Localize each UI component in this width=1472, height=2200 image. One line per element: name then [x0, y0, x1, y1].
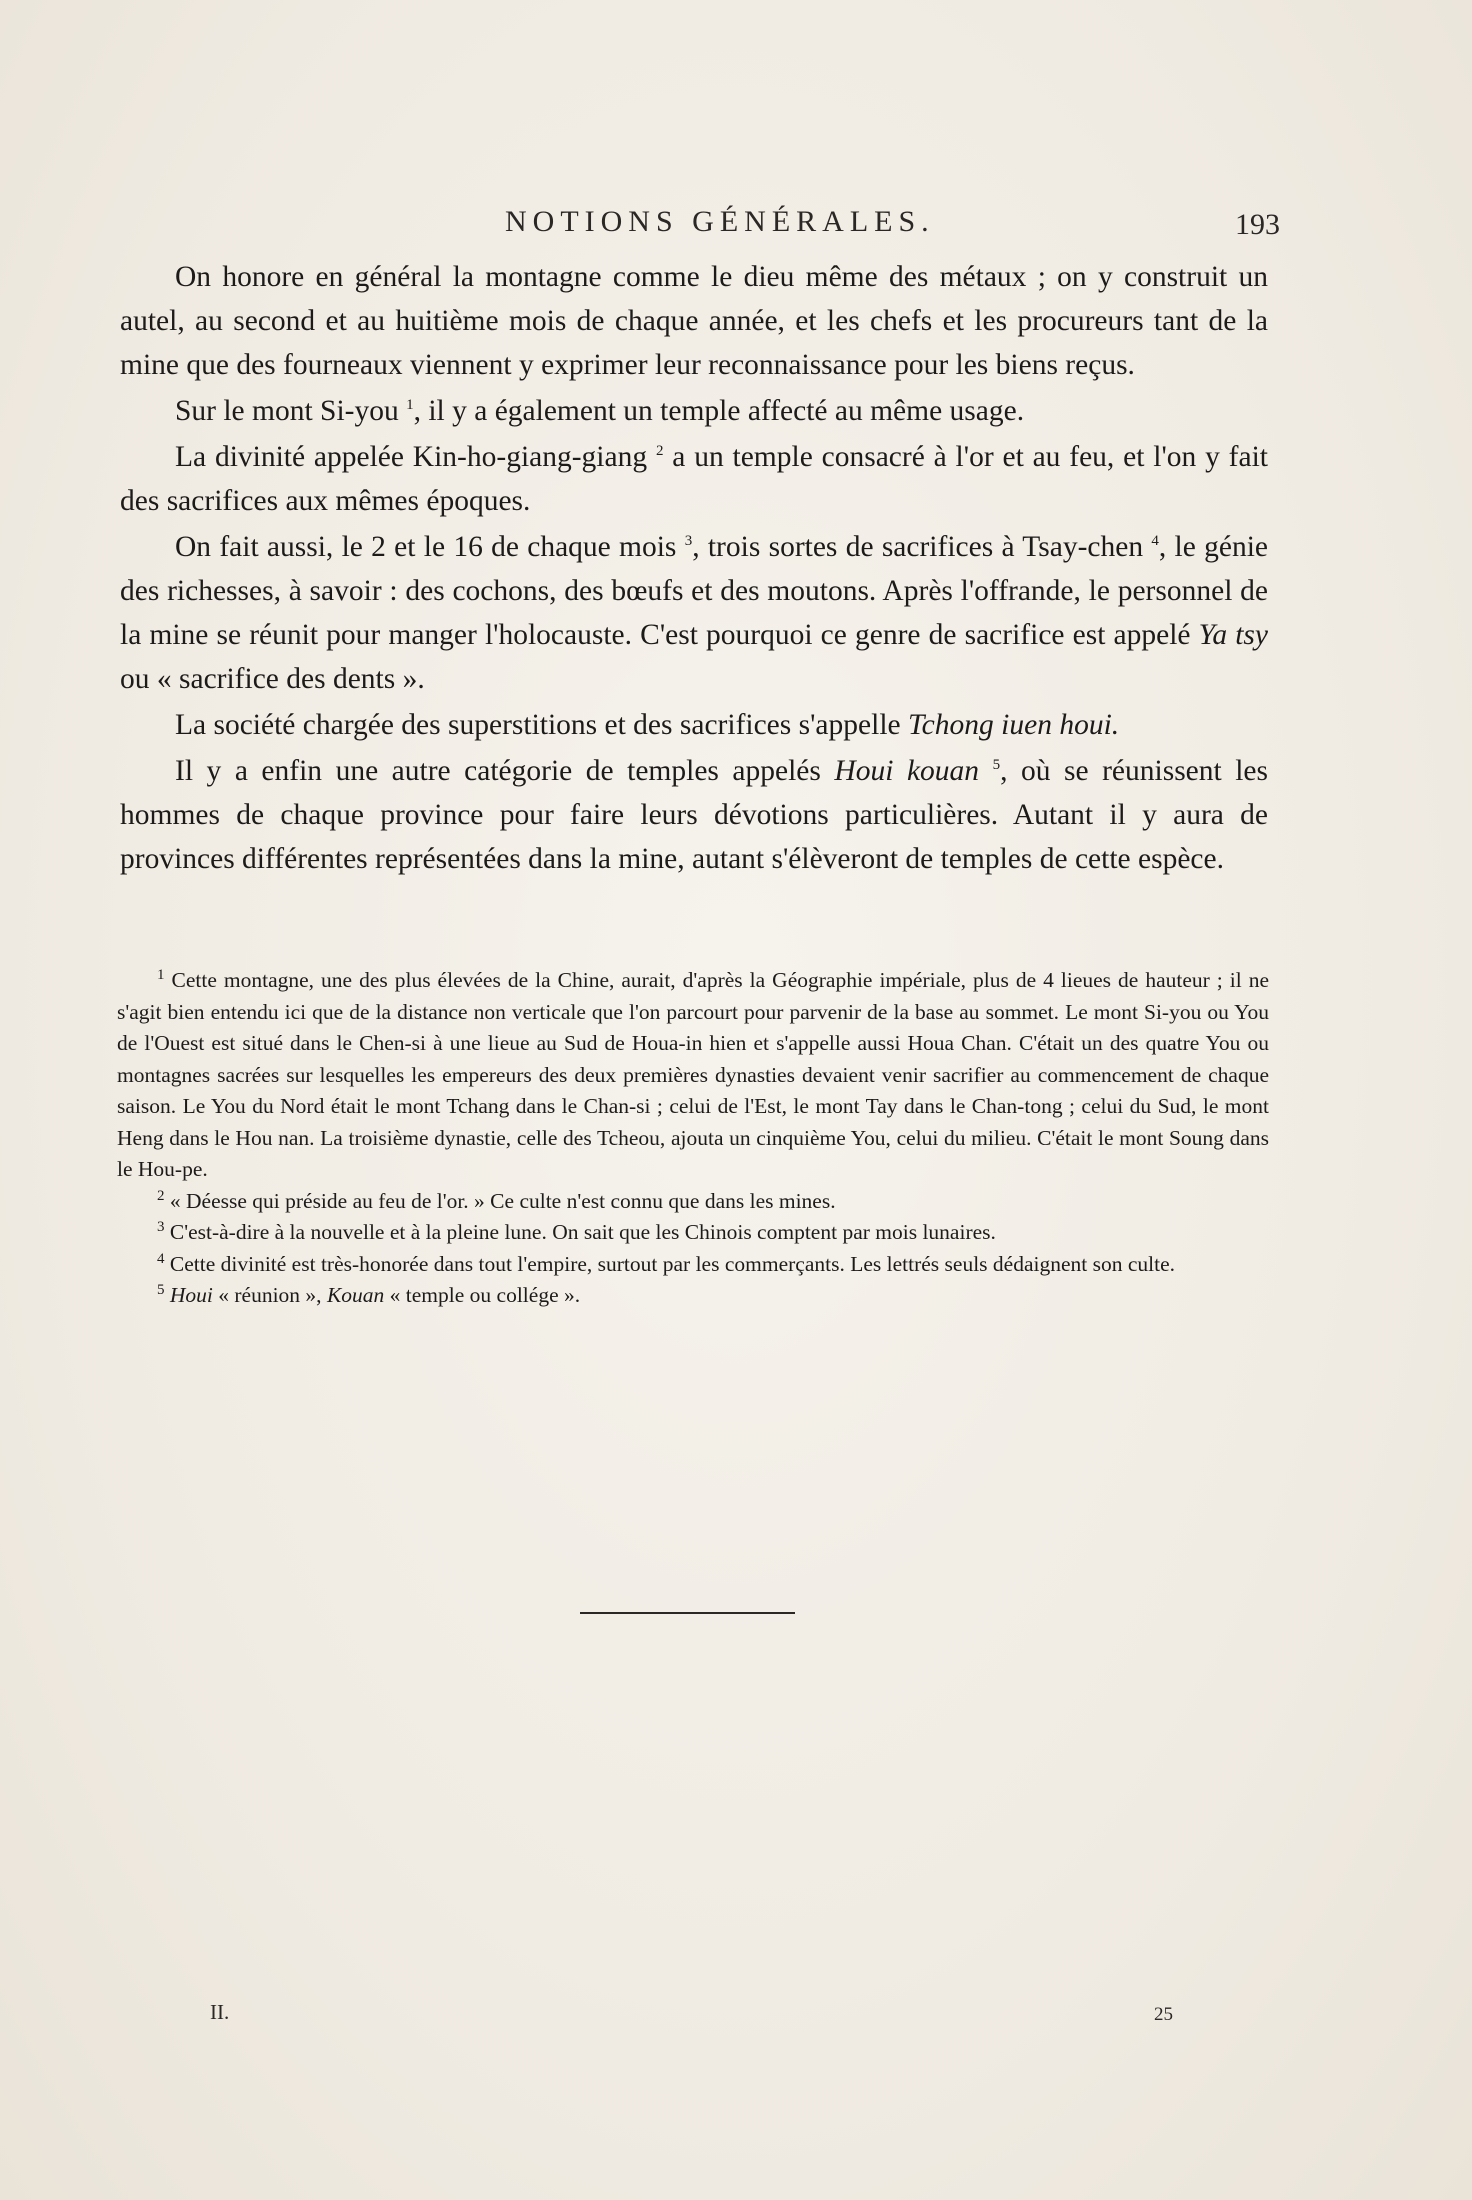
italic-term: Kouan	[326, 1283, 385, 1307]
paragraph	[120, 749, 1268, 881]
footnote	[117, 1186, 1269, 1218]
running-title: NOTIONS GÉNÉRALES.	[505, 205, 935, 238]
text-run: Cette montagne, une des plus élevées de la Chine, aurait, d'après la Géographie impériale, plus de 4 lieues de hauteur ; il ne s'agit bien entendu ici que de la distance non verticale que l'on parcourt pour parvenir de la base au sommet. Le mont Si-you ou You de l'Ouest est situé dans le Chen-si à une lieue au Sud de Houa-in hien et s'appelle aussi Houa Chan. C'était un des quatre You ou montagnes sacrées sur lesquelles les empereurs des deux premières dynasties devaient venir sacrifier au commencement de chaque saison. Le You du Nord était le mont Tchang dans le Chan-si ; celui de l'Est, le mont Tay dans le Chan-tong ; celui du Sud, le mont Heng dans le Hou nan. La troisième dynastie, celle des Tcheou, ajouta un cinquième You, celui du milieu. C'était le mont Soung dans le Hou-pe.	[117, 968, 1269, 1181]
footnote-marker: 4	[1151, 533, 1159, 550]
footnote-marker: 1	[406, 397, 414, 414]
page-number: 193	[1235, 208, 1280, 241]
section-divider-rule	[580, 1612, 795, 1614]
text-run: , trois sortes de sacrifices à Tsay-chen	[692, 531, 1152, 563]
text-run: , où se réunissent les hommes de chaque province pour faire leurs dévotions particulières. Autant il y aura de provinces différentes représentées dans la mine, autant s'élèveront de temples de cette espèce.	[120, 755, 1269, 875]
body-text	[120, 255, 1268, 883]
text-run: Il y a enfin une autre catégorie de temples appelés	[175, 755, 835, 787]
gathering-number: 25	[1154, 2004, 1173, 2025]
italic-term: Tchong iuen houi.	[907, 709, 1120, 741]
footnote	[117, 1280, 1269, 1312]
text-run: Cette divinité est très-honorée dans tout l'empire, surtout par les commerçants. Les lettrés seuls dédaignent son culte.	[164, 1251, 1176, 1276]
text-run: Sur le mont Si-you	[175, 395, 407, 427]
footnote-marker: 5	[157, 1281, 165, 1298]
paragraph	[120, 525, 1268, 701]
footnote-marker: 2	[655, 443, 664, 460]
footnote	[117, 1217, 1269, 1249]
footnote-marker: 4	[157, 1250, 165, 1267]
text-run: La société chargée des superstitions et des sacrifices s'appelle	[175, 709, 908, 741]
text-run	[979, 755, 993, 787]
footnote-marker: 5	[992, 757, 1001, 774]
footnote-marker: 3	[157, 1218, 165, 1235]
signature-mark: II.	[210, 2000, 230, 2024]
text-run: « temple ou collége ».	[384, 1283, 581, 1307]
footnote	[117, 965, 1269, 1186]
text-run: ou « sacrifice des dents ».	[120, 663, 425, 695]
footnote-marker: 1	[157, 966, 165, 983]
text-run: La divinité appelée Kin-ho-giang-giang	[175, 441, 656, 473]
footnote	[117, 1249, 1269, 1281]
footnote-marker: 3	[684, 533, 693, 550]
text-run: , il y a également un temple affecté au même usage.	[413, 395, 1025, 427]
paragraph	[120, 703, 1268, 747]
text-run: « réunion »,	[212, 1283, 327, 1307]
text-run: « Déesse qui préside au feu de l'or. » Ce culte n'est connu que dans les mines.	[164, 1188, 836, 1213]
text-run: On honore en général la montagne comme le dieu même des métaux ; on y construit un autel, au second et au huitième mois de chaque année, et les chefs et les procureurs tant de la mine que des fourneaux viennent y exprimer leur reconnaissance pour les biens reçus.	[120, 261, 1268, 381]
italic-term: Houi kouan	[834, 755, 980, 787]
text-run: On fait aussi, le 2 et le 16 de chaque mois	[175, 531, 685, 563]
paragraph	[120, 255, 1268, 387]
text-run: a un temple consacré à l'or et au feu, et l'on y fait des sacrifices aux mêmes époques.	[120, 441, 1268, 517]
italic-term: Ya tsy	[1198, 619, 1268, 651]
paragraph	[120, 435, 1268, 523]
footnote-marker: 2	[157, 1187, 165, 1204]
text-run: C'est-à-dire à la nouvelle et à la pleine lune. On sait que les Chinois comptent par mois lunaires.	[164, 1220, 996, 1244]
italic-term: Houi	[169, 1283, 213, 1307]
footnotes	[117, 965, 1269, 1312]
text-run: , le génie des richesses, à savoir : des cochons, des bœufs et des moutons. Après l'offrande, le personnel de la mine se réunit pour manger l'holocauste. C'est pourquoi ce genre de sacrifice est appelé	[120, 531, 1268, 651]
paragraph	[120, 389, 1268, 433]
page-header	[120, 205, 1280, 245]
